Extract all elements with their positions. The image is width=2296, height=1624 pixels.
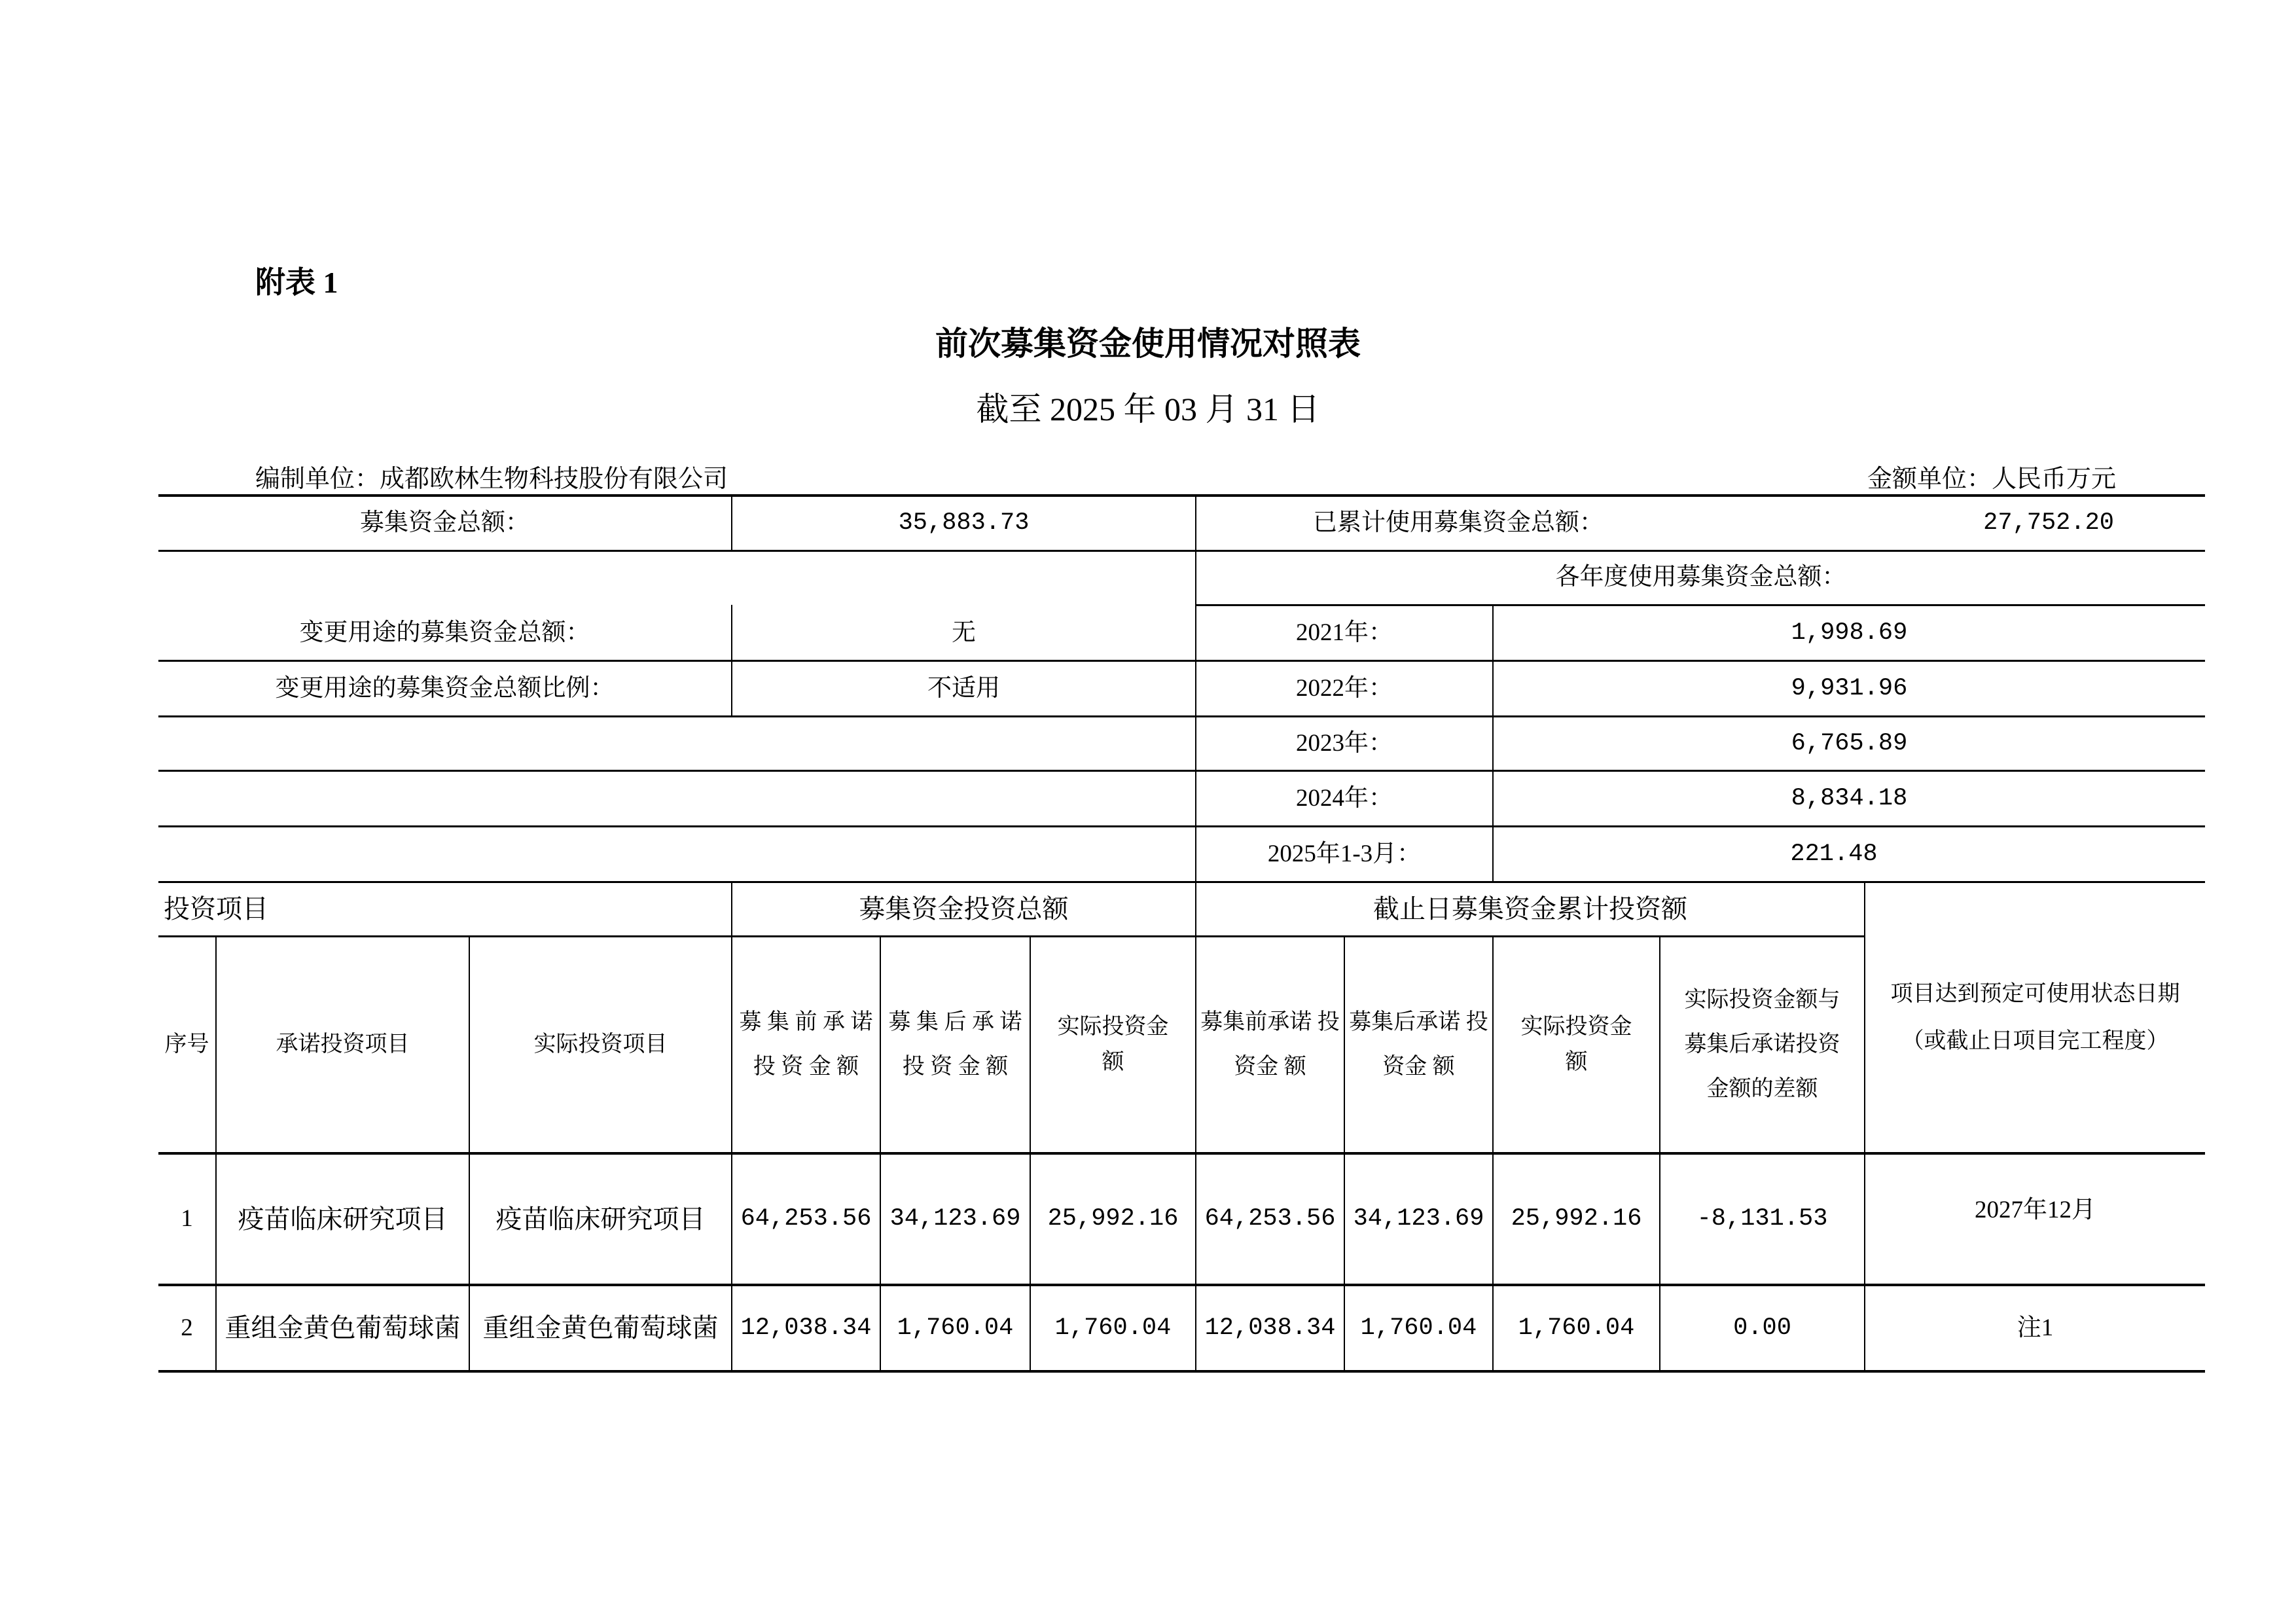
row1-actual-amount: 25,992.16 bbox=[1047, 1205, 1179, 1233]
row2-completion-date: 注1 bbox=[2017, 1314, 2054, 1341]
changed-use-ratio-label: 变更用途的募集资金总额比例： bbox=[275, 674, 615, 702]
total-raised-value: 35,883.73 bbox=[898, 509, 1030, 537]
row1-cum-actual-amount: 25,992.16 bbox=[1511, 1205, 1642, 1233]
row1-cum-post-committed: 34,123.69 bbox=[1353, 1205, 1484, 1233]
rule bbox=[158, 1370, 2205, 1373]
annual-year-2023: 2023年： bbox=[1296, 729, 1393, 757]
annual-year-2024: 2024年： bbox=[1296, 784, 1393, 812]
appendix-label: 附表 1 bbox=[255, 266, 338, 299]
annual-value-2024: 8,834.18 bbox=[1791, 784, 1908, 812]
investment-section-label: 投资项目 bbox=[164, 894, 268, 924]
page-subtitle: 截至 2025 年 03 月 31 日 bbox=[976, 391, 1320, 427]
annual-used-label: 各年度使用募集资金总额： bbox=[1555, 564, 1846, 591]
row1-cum-pre-committed: 64,253.56 bbox=[1204, 1205, 1336, 1233]
row2-cum-actual-amount: 1,760.04 bbox=[1518, 1314, 1635, 1342]
annual-value-2025q1: 221.48 bbox=[1790, 840, 1878, 868]
row1-post-committed: 34,123.69 bbox=[889, 1205, 1021, 1233]
cumulative-used-label: 已累计使用募集资金总额： bbox=[1313, 509, 1604, 536]
row1-difference: -8,131.53 bbox=[1696, 1205, 1828, 1233]
col-header-cum-post-committed: 募集后承诺 投资金 额 bbox=[1349, 1010, 1488, 1079]
row2-pre-committed: 12,038.34 bbox=[740, 1314, 872, 1342]
changed-use-ratio-value: 不适用 bbox=[927, 674, 1000, 702]
col-header-cum-actual-amount: 实际投资金额 bbox=[1520, 1014, 1632, 1074]
annual-value-2021: 1,998.69 bbox=[1791, 619, 1908, 647]
col-header-actual-project: 实际投资项目 bbox=[533, 1032, 668, 1056]
col-header-actual-amount: 实际投资金额 bbox=[1057, 1014, 1169, 1074]
row2-post-committed: 1,760.04 bbox=[897, 1314, 1014, 1342]
row1-committed-project: 疫苗临床研究项目 bbox=[238, 1204, 448, 1234]
row2-actual-project: 重组金黄色葡萄球菌 bbox=[482, 1313, 719, 1343]
annual-value-2023: 6,765.89 bbox=[1791, 729, 1908, 757]
group-total-header: 募集资金投资总额 bbox=[859, 894, 1069, 924]
row2-cum-post-committed: 1,760.04 bbox=[1360, 1314, 1477, 1342]
col-header-difference: 实际投资金额与募集后承诺投资金额的差额 bbox=[1684, 988, 1840, 1101]
total-raised-label: 募集资金总额： bbox=[360, 509, 529, 536]
row1-completion-date: 2027年12月 bbox=[1975, 1196, 2096, 1223]
changed-use-value: 无 bbox=[952, 619, 976, 646]
row2-seq: 2 bbox=[181, 1314, 193, 1341]
row1-actual-project: 疫苗临床研究项目 bbox=[495, 1204, 706, 1234]
annual-value-2022: 9,931.96 bbox=[1791, 674, 1908, 702]
col-header-completion-date: 项目达到预定可使用状态日期（或截止日项目完工程度） bbox=[1890, 982, 2180, 1053]
col-header-seq: 序号 bbox=[164, 1032, 209, 1056]
annual-year-2021: 2021年： bbox=[1296, 619, 1393, 646]
annual-year-2025q1: 2025年1-3月： bbox=[1267, 840, 1422, 867]
col-header-post-committed: 募 集 后 承 诺 投 资 金 额 bbox=[888, 1010, 1022, 1079]
annual-year-2022: 2022年： bbox=[1296, 674, 1393, 702]
preparer-label: 编制单位：成都欧林生物科技股份有限公司 bbox=[255, 465, 728, 493]
changed-use-label: 变更用途的募集资金总额： bbox=[299, 619, 590, 646]
row1-pre-committed: 64,253.56 bbox=[740, 1205, 872, 1233]
cumulative-used-value: 27,752.20 bbox=[1983, 509, 2114, 537]
row2-cum-pre-committed: 12,038.34 bbox=[1204, 1314, 1336, 1342]
row1-seq: 1 bbox=[181, 1205, 193, 1233]
unit-label: 金额单位：人民币万元 bbox=[1867, 465, 2116, 493]
page-title: 前次募集资金使用情况对照表 bbox=[935, 325, 1361, 362]
group-cumulative-header: 截止日募集资金累计投资额 bbox=[1373, 894, 1687, 924]
col-header-cum-pre-committed: 募集前承诺 投资金 额 bbox=[1200, 1010, 1340, 1079]
row2-actual-amount: 1,760.04 bbox=[1054, 1314, 1172, 1342]
row2-committed-project: 重组金黄色葡萄球菌 bbox=[224, 1313, 461, 1343]
col-header-pre-committed: 募 集 前 承 诺 投 资 金 额 bbox=[739, 1010, 873, 1079]
row2-difference: 0.00 bbox=[1733, 1314, 1791, 1342]
col-header-committed-project: 承诺投资项目 bbox=[276, 1032, 410, 1056]
